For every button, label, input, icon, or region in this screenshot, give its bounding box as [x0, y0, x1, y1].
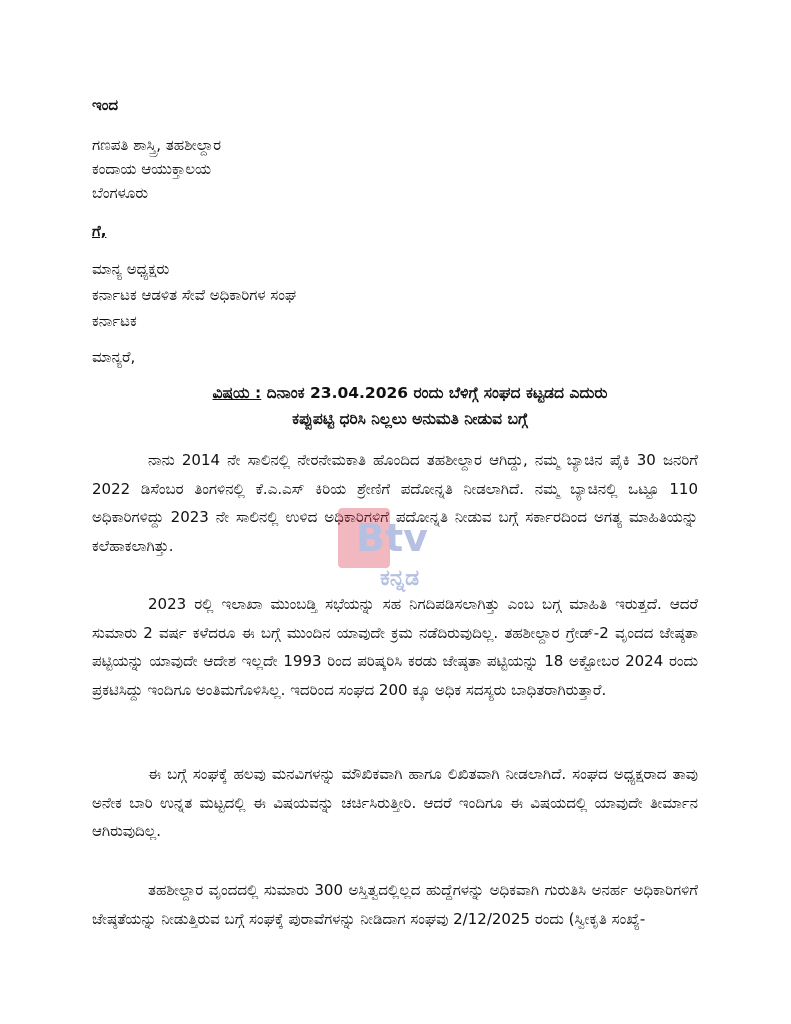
subject-block	[110, 380, 710, 432]
sender-city: ಬೆಂಗಳೂರು	[92, 184, 149, 202]
paragraph-2-text: 2023 ರಲ್ಲಿ ಇಲಾಖಾ ಮುಂಬಡ್ತಿ ಸಭೆಯನ್ನು ಸಹ ನಿಗದಿಪಡಿಸಲಾಗಿತ್ತು ಎಂಬ ಬಗ್ಗ ಮಾಹಿತಿ ಇರುತ್ತದೆ. ಆದರೆ ಸುಮಾರು 2 ವರ್ಷ ಕಳೆದರೂ ಈ ಬಗ್ಗೆ ಮುಂದಿನ ಯಾವುದೇ ಕ್ರಮ ನಡೆದಿರುವುದಿಲ್ಲ. ತಹಶೀಲ್ದಾರ ಗ್ರೇಡ್-2 ವೃಂದದ ಜೇಷ್ಠತಾ ಪಟ್ಟಿಯನ್ನು ಯಾವುದೇ ಆದೇಶ ಇಲ್ಲದೇ 1993 ರಿಂದ ಪರಿಷ್ಕರಿಸಿ ಕರಡು ಜೇಷ್ಠತಾ ಪಟ್ಟಿಯನ್ನು 18 ಅಕ್ಟೋಬರ 2024 ರಂದು ಪ್ರಕಟಿಸಿದ್ದು ಇಂದಿಗೂ ಅಂತಿಮಗೊಳಿಸಿಲ್ಲ. ಇದರಿಂದ ಸಂಘದ 200 ಕ್ಕೂ ಅಧಿಕ ಸದಸ್ಯರು ಬಾಧಿತರಾಗಿರುತ್ತಾರೆ.	[92, 595, 698, 699]
subject-text-1: ದಿನಾಂಕ 23.04.2026 ರಂದು ಬೆಳಿಗ್ಗೆ ಸಂಘದ ಕಟ್ಟಡದ ಎದುರು	[266, 384, 608, 402]
paragraph-4-text: ತಹಶೀಲ್ದಾರ ವೃಂದದಲ್ಲಿ ಸುಮಾರು 300 ಅಸ್ತಿತ್ವದಲ್ಲಿಲ್ಲದ ಹುದ್ದೆಗಳನ್ನು ಅಧಿಕವಾಗಿ ಗುರುತಿಸಿ ಅನರ್ಹ ಅಧಿಕಾರಿಗಳಿಗೆ ಜೇಷ್ಠತೆಯನ್ನು ನೀಡುತ್ತಿರುವ ಬಗ್ಗೆ ಸಂಘಕ್ಕೆ ಪುರಾವೆಗಳನ್ನು ನೀಡಿದಾಗ ಸಂಘವು 2/12/2025 ರಂದು (ಸ್ವೀಕೃತಿ ಸಂಖ್ಯೆ-	[92, 881, 698, 928]
recipient-org: ಕರ್ನಾಟಕ ಆಡಳಿತ ಸೇವೆ ಅಧಿಕಾರಿಗಳ ಸಂಘ	[92, 286, 297, 304]
sender-office: ಕಂದಾಯ ಆಯುಕ್ತಾಲಯ	[92, 160, 212, 178]
salutation: ಮಾನ್ಯರೆ,	[92, 348, 136, 366]
paragraph-3-text: ಈ ಬಗ್ಗೆ ಸಂಘಕ್ಕೆ ಹಲವು ಮನವಿಗಳನ್ನು ಮೌಖಿಕವಾಗಿ ಹಾಗೂ ಲಿಖಿತವಾಗಿ ನೀಡಲಾಗಿದೆ. ಸಂಘದ ಅಧ್ಯಕ್ಷರಾದ ತಾವು ಅನೇಕ ಬಾರಿ ಉನ್ನತ ಮಟ್ಟದಲ್ಲಿ ಈ ವಿಷಯವನ್ನು ಚರ್ಚಿಸಿರುತ್ತೀರಿ. ಆದರೆ ಇಂದಿಗೂ ಈ ವಿಷಯದಲ್ಲಿ ಯಾವುದೇ ತೀರ್ಮಾನ ಆಗಿರುವುದಿಲ್ಲ.	[92, 765, 698, 840]
sender-name: ಗಣಪತಿ ಶಾಸ್ತ್ರಿ, ತಹಶೀಲ್ದಾರ	[92, 136, 222, 154]
from-heading: ಇಂದ	[92, 96, 119, 114]
paragraph-1-text: ನಾನು 2014 ನೇ ಸಾಲಿನಲ್ಲಿ ನೇರನೇಮಕಾತಿ ಹೊಂದಿದ ತಹಶೀಲ್ದಾರ ಆಗಿದ್ದು, ನಮ್ಮ ಬ್ಯಾಚಿನ ಪೈಕಿ 30 ಜನರಿಗೆ 2022 ಡಿಸೆಂಬರ ತಿಂಗಳಿನಲ್ಲಿ ಕೆ.ಎ.ಎಸ್ ಕಿರಿಯ ಶ್ರೇಣಿಗೆ ಪದೋನ್ನತಿ ನೀಡಲಾಗಿದೆ. ನಮ್ಮ ಬ್ಯಾಚಿನಲ್ಲಿ ಒಟ್ಟೂ 110 ಅಧಿಕಾರಿಗಳಿದ್ದು 2023 ನೇ ಸಾಲಿನಲ್ಲಿ ಉಳಿದ ಅಧಿಕಾರಿಗಳಿಗೆ ಪದೋನ್ನತಿ ನೀಡುವ ಬಗ್ಗೆ ಸರ್ಕಾರದಿಂದ ಅಗತ್ಯ ಮಾಹಿತಿಯನ್ನು ಕಲೆಹಾಕಲಾಗಿತ್ತು.	[92, 451, 698, 555]
paragraph-3	[92, 760, 698, 846]
paragraph-4	[92, 876, 698, 933]
subject-line-1	[110, 380, 710, 406]
recipient-state: ಕರ್ನಾಟಕ	[92, 312, 137, 330]
subject-label: ವಿಷಯ :	[212, 384, 262, 402]
subject-line-2: ಕಪ್ಪುಪಟ್ಟಿ ಧರಿಸಿ ನಿಲ್ಲಲು ಅನುಮತಿ ನೀಡುವ ಬಗ್ಗೆ	[292, 410, 528, 428]
recipient-title: ಮಾನ್ಯ ಅಧ್ಯಕ್ಷರು	[92, 260, 170, 278]
watermark-sub-text: ಕನ್ನಡ	[380, 566, 420, 591]
watermark-main-text: Btv	[356, 516, 428, 560]
paragraph-2	[92, 590, 698, 704]
to-heading: ಗೆ,	[92, 222, 107, 240]
paragraph-1	[92, 446, 698, 560]
